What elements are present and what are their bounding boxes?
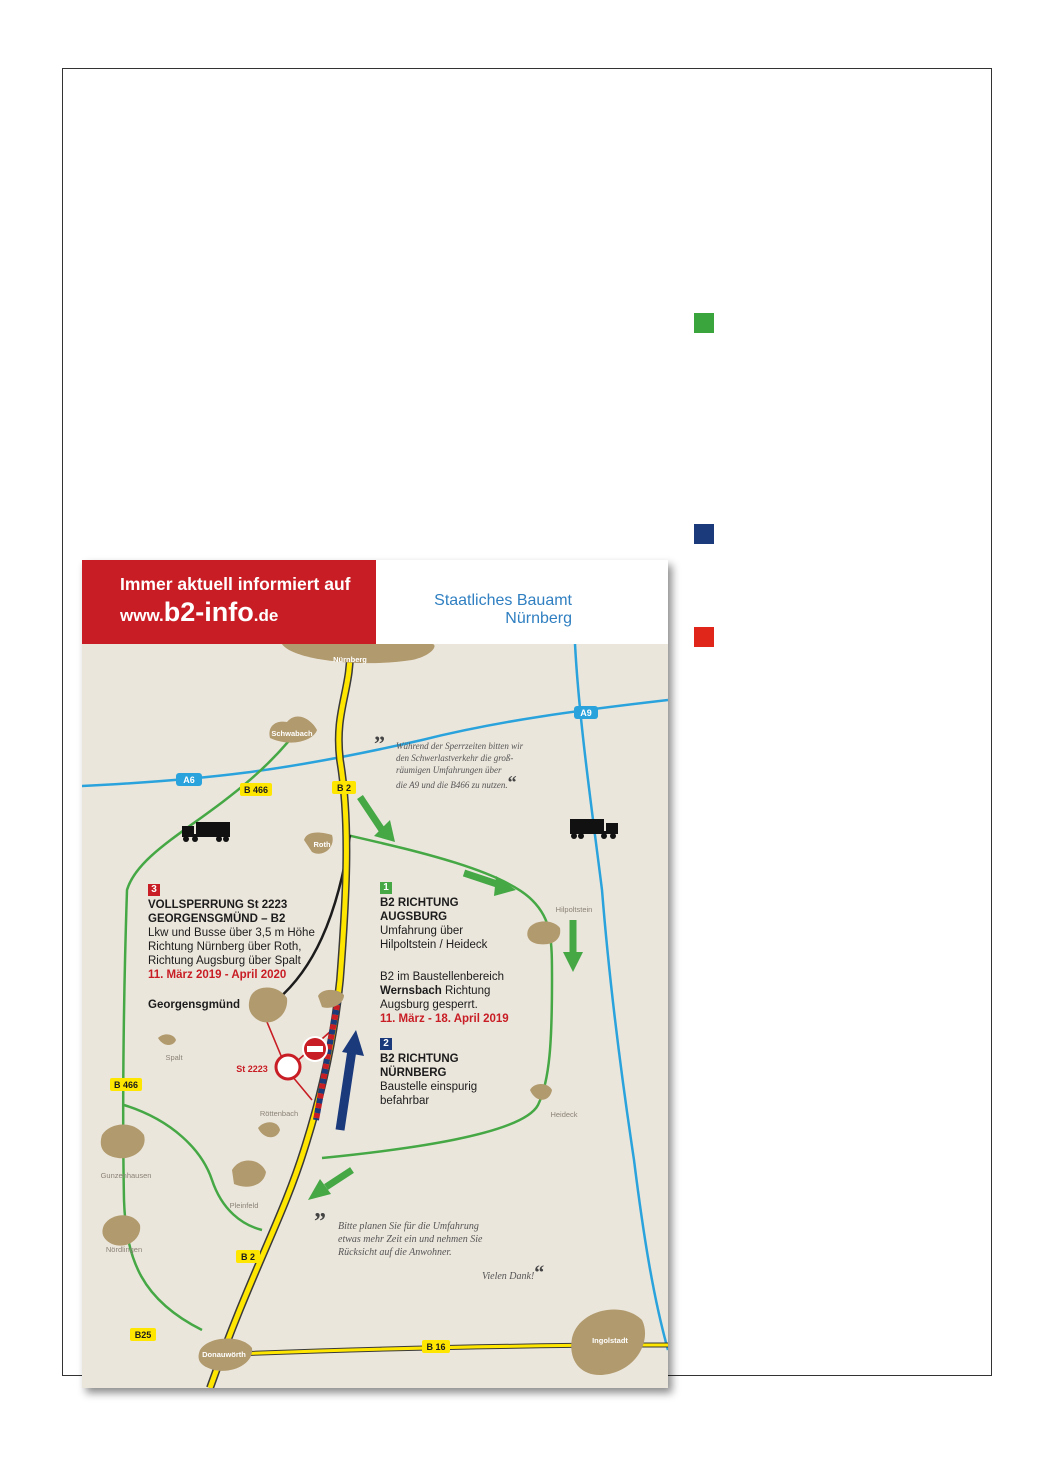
header-line: Immer aktuell informiert auf	[120, 574, 351, 594]
shield-b466-top: B 466	[243, 785, 269, 795]
shield-b25: B25	[134, 1330, 152, 1340]
label-gunzenhausen: Gunzenhausen	[100, 1171, 152, 1180]
shield-b2-top: B 2	[336, 783, 352, 793]
shield-b466-left: B 466	[113, 1080, 139, 1090]
info-block-3: 3 VOLLSPERRUNG St 2223 GEORGENSGMÜND – B2 Lkw und Busse über 3,5 m Höhe Richtung Nürnberg über Roth, Richtung Augsburg über Spalt 11. März 2019 - April 2020	[148, 884, 315, 981]
authority-box	[376, 560, 668, 644]
block-1-number: 1	[380, 882, 392, 894]
label-nuernberg: Nürnberg	[333, 655, 367, 664]
label-roettenbach: Röttenbach	[259, 1109, 299, 1118]
shield-a9: A9	[580, 708, 592, 718]
legend-red-marker	[694, 627, 714, 647]
label-hilpoltstein: Hilpoltstein	[555, 905, 593, 914]
label-spalt: Spalt	[165, 1053, 183, 1062]
quote-top: ” Während der Sperrzeiten bitten wir den Schwerlastverkehr die groß- räumigen Umfahrungen über die A9 und die B466 zu nutzen.“	[374, 731, 524, 792]
shield-b16: B 16	[426, 1342, 446, 1352]
info-block-1: 1 B2 RICHTUNG AUGSBURG Umfahrung über Hilpoltstein / Heideck	[380, 882, 488, 951]
block-2-number: 2	[380, 1038, 392, 1050]
label-noerdlingen: Nördlingen	[105, 1245, 143, 1254]
label-pleinfeld: Pleinfeld	[229, 1201, 259, 1210]
label-heideck: Heideck	[550, 1110, 578, 1119]
closure-note: B2 im Baustellenbereich Wernsbach Richtung Augsburg gesperrt. 11. März - 18. April 2019	[380, 971, 509, 1025]
shield-b2-bottom: B 2	[240, 1252, 256, 1262]
authority-city: Nürnberg	[505, 610, 572, 627]
label-st2223: St 2223	[236, 1064, 268, 1074]
label-donauwoerth: Donauwörth	[202, 1350, 246, 1359]
quote-bottom: ” Bitte planen Sie für die Umfahrung etwas mehr Zeit ein und nehmen Sie Rücksicht auf die Anwohner. Vielen Dank!“	[314, 1209, 545, 1284]
label-ingolstadt: Ingolstadt	[592, 1336, 628, 1345]
shield-a6: A6	[183, 775, 195, 785]
header-banner	[82, 560, 376, 644]
detour-map	[82, 560, 668, 1388]
label-georgensgmuend: Georgensgmünd	[148, 999, 241, 1011]
legend-green-marker	[694, 313, 714, 333]
label-schwabach: Schwabach	[271, 729, 313, 738]
authority-name: Staatliches Bauamt	[434, 592, 572, 609]
website-link[interactable]: www.b2-info.de	[120, 597, 279, 627]
label-roth: Roth	[313, 840, 331, 849]
info-block-2: 2 B2 RICHTUNG NÜRNBERG Baustelle einspurig befahrbar	[380, 1038, 478, 1107]
road-closed-icon	[276, 1055, 300, 1079]
block-3-number: 3	[148, 884, 160, 896]
legend-blue-marker	[694, 524, 714, 544]
